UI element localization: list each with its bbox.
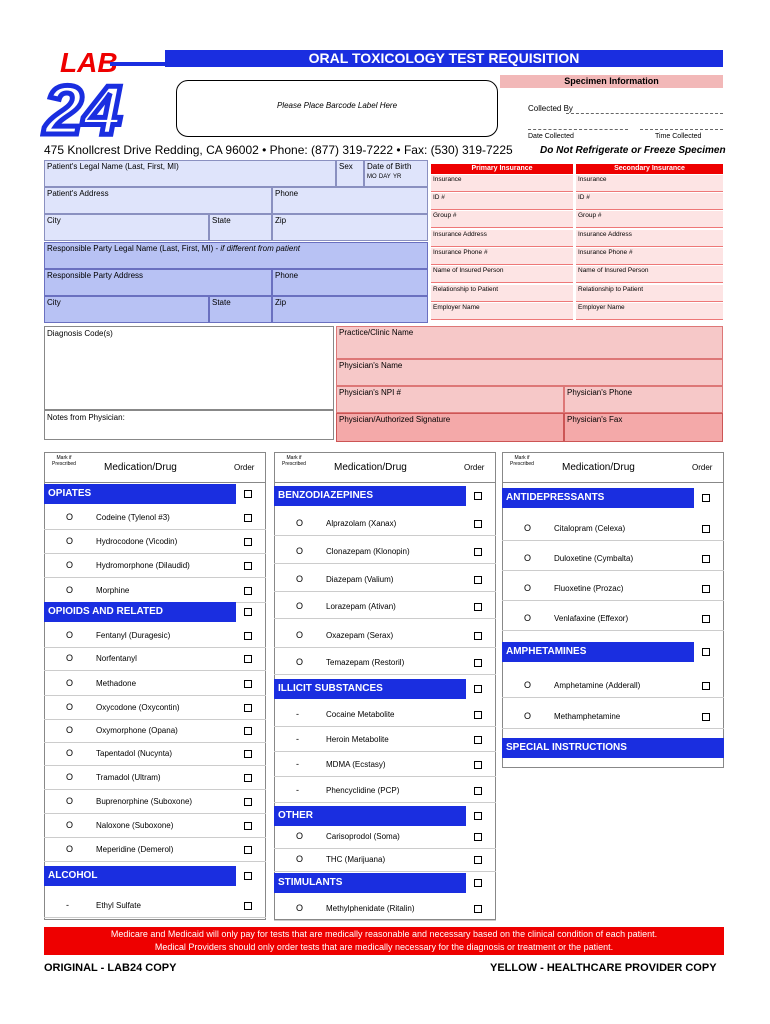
practice-name-field[interactable]: Practice/Clinic Name bbox=[336, 326, 723, 359]
primary-insurance-field-7[interactable]: Employer Name bbox=[431, 303, 573, 320]
patient-city-field[interactable]: City bbox=[44, 214, 209, 241]
collected-by-label: Collected By bbox=[528, 104, 573, 113]
benzo-item-0: Alprazolam (Xanax) bbox=[326, 519, 397, 528]
physician-fax-field[interactable]: Physician's Fax bbox=[564, 413, 723, 442]
antidep-item-3-checkbox[interactable] bbox=[702, 615, 710, 623]
alcohol-category-checkbox[interactable] bbox=[244, 872, 252, 880]
responsible-name-field[interactable]: Responsible Party Legal Name (Last, First, MI) - if different from patient bbox=[44, 242, 428, 269]
illicit-item-0-divider bbox=[274, 726, 496, 727]
benzo-item-2-mark[interactable]: O bbox=[296, 574, 304, 584]
drug-header: Medication/Drug bbox=[562, 462, 635, 473]
opioid-item-8-checkbox[interactable] bbox=[244, 822, 252, 830]
benzo-item-5-divider bbox=[274, 674, 496, 675]
illicit-item-3: Phencyclidine (PCP) bbox=[326, 786, 400, 795]
opioid-item-1-mark[interactable]: O bbox=[66, 653, 74, 663]
mark-header: Mark if Prescribed bbox=[510, 455, 534, 467]
opioid-item-9-mark[interactable]: O bbox=[66, 844, 74, 854]
opioid-item-2-checkbox[interactable] bbox=[244, 680, 252, 688]
other-item-0-mark[interactable]: O bbox=[296, 831, 304, 841]
opiates-category-checkbox[interactable] bbox=[244, 490, 252, 498]
alcohol-item-0-checkbox[interactable] bbox=[244, 902, 252, 910]
secondary-insurance-field-0[interactable]: Insurance bbox=[576, 175, 723, 192]
opioid-item-3-mark[interactable]: O bbox=[66, 702, 74, 712]
stim-item-0-checkbox[interactable] bbox=[474, 905, 482, 913]
alcohol-category: ALCOHOL bbox=[44, 866, 236, 886]
primary-insurance-header: Primary Insurance bbox=[431, 164, 573, 174]
antidep-item-3: Venlafaxine (Effexor) bbox=[554, 614, 629, 623]
secondary-insurance-field-4[interactable]: Insurance Phone # bbox=[576, 248, 723, 265]
illicit-item-2-mark[interactable]: - bbox=[296, 759, 299, 769]
benzo-item-2-checkbox[interactable] bbox=[474, 576, 482, 584]
benzo-item-5-mark[interactable]: O bbox=[296, 657, 304, 667]
opioid-item-3-checkbox[interactable] bbox=[244, 704, 252, 712]
medicare-notice: Medicare and Medicaid will only pay for tests that are medically reasonable and necessary based on the clinical condition of each patient. Medical Providers should only order tests that are medically necessary for the diagnosis or treatment or the patient. bbox=[44, 927, 724, 955]
amph-category: AMPHETAMINES bbox=[502, 642, 694, 662]
benzo-item-2-divider bbox=[274, 591, 496, 592]
primary-insurance-field-4[interactable]: Insurance Phone # bbox=[431, 248, 573, 265]
opiate-item-3-checkbox[interactable] bbox=[244, 587, 252, 595]
other-item-1-checkbox[interactable] bbox=[474, 856, 482, 864]
amph-item-0-mark[interactable]: O bbox=[524, 680, 532, 690]
illicit-category-checkbox[interactable] bbox=[474, 685, 482, 693]
date-collected-label: Date Collected bbox=[528, 133, 574, 140]
responsible-address-field[interactable]: Responsible Party Address bbox=[44, 269, 272, 296]
opioid-item-5-checkbox[interactable] bbox=[244, 750, 252, 758]
amph-item-0-divider bbox=[502, 697, 724, 698]
amph-item-1: Methamphetamine bbox=[554, 712, 621, 721]
amph-item-0: Amphetamine (Adderall) bbox=[554, 681, 641, 690]
order-header: Order bbox=[692, 463, 713, 472]
antidep-item-3-divider bbox=[502, 630, 724, 631]
stim-item-0-divider bbox=[274, 920, 496, 921]
primary-insurance-field-6[interactable]: Relationship to Patient bbox=[431, 285, 573, 302]
opioid-item-0-checkbox[interactable] bbox=[244, 632, 252, 640]
opiate-item-3-mark[interactable]: O bbox=[66, 585, 74, 595]
opioid-item-1-checkbox[interactable] bbox=[244, 655, 252, 663]
date-line[interactable] bbox=[528, 129, 628, 130]
opiate-item-1-checkbox[interactable] bbox=[244, 538, 252, 546]
secondary-insurance-field-5[interactable]: Name of Insured Person bbox=[576, 266, 723, 283]
benzo-item-3-checkbox[interactable] bbox=[474, 603, 482, 611]
illicit-item-0-mark[interactable]: - bbox=[296, 709, 299, 719]
patient-state-field[interactable]: State bbox=[209, 214, 272, 241]
physician-notes-field[interactable]: Notes from Physician: bbox=[44, 410, 334, 440]
benzo-item-5: Temazepam (Restoril) bbox=[326, 658, 405, 667]
benzo-item-1-checkbox[interactable] bbox=[474, 548, 482, 556]
secondary-insurance-field-1[interactable]: ID # bbox=[576, 193, 723, 210]
opiates-category: OPIATES bbox=[44, 484, 236, 504]
opiate-item-3: Morphine bbox=[96, 586, 130, 595]
original-copy-label: ORIGINAL - LAB24 COPY bbox=[44, 962, 177, 974]
opiate-item-0-checkbox[interactable] bbox=[244, 514, 252, 522]
opiate-item-0: Codeine (Tylenol #3) bbox=[96, 513, 170, 522]
amph-item-0-checkbox[interactable] bbox=[702, 682, 710, 690]
order-header: Order bbox=[464, 463, 485, 472]
patient-name-field[interactable]: Patient's Legal Name (Last, First, MI) bbox=[44, 160, 336, 187]
illicit-item-2-checkbox[interactable] bbox=[474, 761, 482, 769]
opioid-item-0: Fentanyl (Duragesic) bbox=[96, 631, 171, 640]
secondary-insurance-field-2[interactable]: Group # bbox=[576, 211, 723, 228]
logo-24-text: 24 bbox=[44, 71, 122, 144]
drug-header: Medication/Drug bbox=[104, 462, 177, 473]
opioid-item-0-divider bbox=[44, 647, 266, 648]
logo-lab-text: LAB bbox=[60, 47, 118, 78]
amph-item-1-checkbox[interactable] bbox=[702, 713, 710, 721]
opioid-item-6-divider bbox=[44, 789, 266, 790]
primary-insurance-field-5[interactable]: Name of Insured Person bbox=[431, 266, 573, 283]
order-header: Order bbox=[234, 463, 255, 472]
lab24-logo bbox=[40, 44, 170, 144]
opioid-item-4-mark[interactable]: O bbox=[66, 725, 74, 735]
opioids-category: OPIOIDS AND RELATED bbox=[44, 602, 236, 622]
antidep-item-0-checkbox[interactable] bbox=[702, 525, 710, 533]
opiate-item-2: Hydromorphone (Dilaudid) bbox=[96, 561, 190, 570]
opioid-item-5-mark[interactable]: O bbox=[66, 748, 74, 758]
benzo-item-3: Lorazepam (Ativan) bbox=[326, 602, 396, 611]
illicit-item-1-checkbox[interactable] bbox=[474, 736, 482, 744]
illicit-item-1-mark[interactable]: - bbox=[296, 734, 299, 744]
opioid-item-6: Tramadol (Ultram) bbox=[96, 773, 161, 782]
opioid-item-6-checkbox[interactable] bbox=[244, 774, 252, 782]
benzo-item-0-checkbox[interactable] bbox=[474, 520, 482, 528]
other-item-0-checkbox[interactable] bbox=[474, 833, 482, 841]
antidep-item-1-divider bbox=[502, 570, 724, 571]
other-category: OTHER bbox=[274, 806, 466, 826]
antidep-item-1-mark[interactable]: O bbox=[524, 553, 532, 563]
antidep-item-3-mark[interactable]: O bbox=[524, 613, 532, 623]
header-divider bbox=[274, 482, 496, 483]
amph-category-checkbox[interactable] bbox=[702, 648, 710, 656]
other-item-1-mark[interactable]: O bbox=[296, 854, 304, 864]
illicit-item-0-checkbox[interactable] bbox=[474, 711, 482, 719]
physician-name-field[interactable]: Physician's Name bbox=[336, 359, 723, 386]
other-item-1-divider bbox=[274, 871, 496, 872]
opioid-item-1: Norfentanyl bbox=[96, 654, 137, 663]
other-item-0: Carisoprodol (Soma) bbox=[326, 832, 400, 841]
refrigerate-warning: Do Not Refrigerate or Freeze Specimen bbox=[540, 145, 726, 156]
antidep-item-1: Duloxetine (Cymbalta) bbox=[554, 554, 634, 563]
antidep-item-2-divider bbox=[502, 600, 724, 601]
specimen-info-header: Specimen Information bbox=[500, 75, 723, 88]
lab-address: 475 Knollcrest Drive Redding, CA 96002 • Phone: (877) 319-7222 • Fax: (530) 319-7225 bbox=[44, 143, 513, 157]
antidep-item-2-mark[interactable]: O bbox=[524, 583, 532, 593]
benzo-item-3-mark[interactable]: O bbox=[296, 601, 304, 611]
opiate-item-0-divider bbox=[44, 529, 266, 530]
alcohol-item-0-divider bbox=[44, 917, 266, 918]
opioid-item-3: Oxycodone (Oxycontin) bbox=[96, 703, 180, 712]
time-collected-label: Time Collected bbox=[655, 133, 702, 140]
benzo-item-1-mark[interactable]: O bbox=[296, 546, 304, 556]
opioid-item-5-divider bbox=[44, 765, 266, 766]
signature-field[interactable]: Physician/Authorized Signature bbox=[336, 413, 564, 442]
antidep-item-0-mark[interactable]: O bbox=[524, 523, 532, 533]
barcode-area: Please Place Barcode Label Here bbox=[176, 80, 498, 137]
opioid-item-3-divider bbox=[44, 719, 266, 720]
opioid-item-4-divider bbox=[44, 742, 266, 743]
stim-item-0-mark[interactable]: O bbox=[296, 903, 304, 913]
antidep-category-checkbox[interactable] bbox=[702, 494, 710, 502]
patient-zip-field[interactable]: Zip bbox=[272, 214, 428, 241]
secondary-insurance-header: Secondary Insurance bbox=[576, 164, 723, 174]
mark-header: Mark if Prescribed bbox=[52, 455, 76, 467]
primary-insurance-field-1[interactable]: ID # bbox=[431, 193, 573, 210]
alcohol-item-0: Ethyl Sulfate bbox=[96, 901, 141, 910]
opioid-item-2-divider bbox=[44, 695, 266, 696]
other-category-checkbox[interactable] bbox=[474, 812, 482, 820]
opioid-item-7: Buprenorphine (Suboxone) bbox=[96, 797, 193, 806]
responsible-zip-field[interactable]: Zip bbox=[272, 296, 428, 323]
benzo-item-3-divider bbox=[274, 618, 496, 619]
stimulants-category: STIMULANTS bbox=[274, 873, 466, 893]
opiate-item-1: Hydrocodone (Vicodin) bbox=[96, 537, 178, 546]
opiate-item-2-mark[interactable]: O bbox=[66, 560, 74, 570]
secondary-insurance-field-7[interactable]: Employer Name bbox=[576, 303, 723, 320]
opioid-item-7-mark[interactable]: O bbox=[66, 796, 74, 806]
illicit-item-3-divider bbox=[274, 802, 496, 803]
opioid-item-2-mark[interactable]: O bbox=[66, 678, 74, 688]
form-title: ORAL TOXICOLOGY TEST REQUISITION bbox=[165, 50, 723, 67]
benzo-item-1-divider bbox=[274, 563, 496, 564]
illicit-item-2-divider bbox=[274, 776, 496, 777]
secondary-insurance-field-3[interactable]: Insurance Address bbox=[576, 230, 723, 247]
yellow-copy-label: YELLOW - HEALTHCARE PROVIDER COPY bbox=[490, 962, 717, 974]
illicit-item-1-divider bbox=[274, 751, 496, 752]
opioid-item-4-checkbox[interactable] bbox=[244, 727, 252, 735]
opiate-item-1-divider bbox=[44, 553, 266, 554]
time-line[interactable] bbox=[640, 129, 723, 130]
antidep-item-0: Citalopram (Celexa) bbox=[554, 524, 626, 533]
benzo-item-1: Clonazepam (Klonopin) bbox=[326, 547, 410, 556]
responsible-city-field[interactable]: City bbox=[44, 296, 209, 323]
collected-by-line[interactable] bbox=[566, 113, 723, 114]
opioid-item-9: Meperidine (Demerol) bbox=[96, 845, 174, 854]
benzo-item-4-mark[interactable]: O bbox=[296, 630, 304, 640]
benzo-item-2: Diazepam (Valium) bbox=[326, 575, 394, 584]
responsible-phone-field[interactable]: Phone bbox=[272, 269, 428, 296]
opiate-item-2-divider bbox=[44, 577, 266, 578]
opioid-item-5: Tapentadol (Nucynta) bbox=[96, 749, 173, 758]
opioid-item-6-mark[interactable]: O bbox=[66, 772, 74, 782]
opioid-item-7-checkbox[interactable] bbox=[244, 798, 252, 806]
header-divider bbox=[502, 482, 724, 483]
benzo-category-checkbox[interactable] bbox=[474, 492, 482, 500]
benzo-category: BENZODIAZEPINES bbox=[274, 486, 466, 506]
special-instructions-field[interactable] bbox=[502, 758, 724, 768]
amph-item-1-divider bbox=[502, 728, 724, 729]
illicit-category: ILLICIT SUBSTANCES bbox=[274, 679, 466, 699]
opiate-item-1-mark[interactable]: O bbox=[66, 536, 74, 546]
opioid-item-8-divider bbox=[44, 837, 266, 838]
primary-insurance-field-0[interactable]: Insurance bbox=[431, 175, 573, 192]
benzo-item-0-mark[interactable]: O bbox=[296, 518, 304, 528]
opioid-item-9-divider bbox=[44, 861, 266, 862]
responsible-state-field[interactable]: State bbox=[209, 296, 272, 323]
other-item-0-divider bbox=[274, 848, 496, 849]
antidep-item-2: Fluoxetine (Prozac) bbox=[554, 584, 624, 593]
stimulants-category-checkbox[interactable] bbox=[474, 879, 482, 887]
illicit-item-3-mark[interactable]: - bbox=[296, 785, 299, 795]
stim-item-0: Methylphenidate (Ritalin) bbox=[326, 904, 415, 913]
alcohol-item-0-mark[interactable]: - bbox=[66, 900, 69, 910]
physician-phone-field[interactable]: Physician's Phone bbox=[564, 386, 723, 413]
physician-npi-field[interactable]: Physician's NPI # bbox=[336, 386, 564, 413]
benzo-item-4: Oxazepam (Serax) bbox=[326, 631, 394, 640]
antidep-item-2-checkbox[interactable] bbox=[702, 585, 710, 593]
other-item-1: THC (Marijuana) bbox=[326, 855, 386, 864]
special-instructions-header: SPECIAL INSTRUCTIONS bbox=[502, 738, 724, 758]
drug-header: Medication/Drug bbox=[334, 462, 407, 473]
benzo-item-5-checkbox[interactable] bbox=[474, 659, 482, 667]
header-divider bbox=[44, 482, 266, 483]
opioid-item-9-checkbox[interactable] bbox=[244, 846, 252, 854]
amph-item-1-mark[interactable]: O bbox=[524, 711, 532, 721]
antidep-item-0-divider bbox=[502, 540, 724, 541]
opioids-category-checkbox[interactable] bbox=[244, 608, 252, 616]
antidep-item-1-checkbox[interactable] bbox=[702, 555, 710, 563]
patient-address-field[interactable]: Patient's Address bbox=[44, 187, 272, 214]
opioid-item-0-mark[interactable]: O bbox=[66, 630, 74, 640]
opiate-item-0-mark[interactable]: O bbox=[66, 512, 74, 522]
patient-phone-field[interactable]: Phone bbox=[272, 187, 428, 214]
antidep-category: ANTIDEPRESSANTS bbox=[502, 488, 694, 508]
benzo-item-4-checkbox[interactable] bbox=[474, 632, 482, 640]
opioid-item-7-divider bbox=[44, 813, 266, 814]
mark-header: Mark if Prescribed bbox=[282, 455, 306, 467]
primary-insurance-field-3[interactable]: Insurance Address bbox=[431, 230, 573, 247]
benzo-item-0-divider bbox=[274, 535, 496, 536]
opioid-item-8-mark[interactable]: O bbox=[66, 820, 74, 830]
sex-field[interactable]: Sex bbox=[336, 160, 364, 187]
opioid-item-1-divider bbox=[44, 670, 266, 671]
diagnosis-codes-field[interactable]: Diagnosis Code(s) bbox=[44, 326, 334, 410]
opiate-item-2-checkbox[interactable] bbox=[244, 562, 252, 570]
opioid-item-8: Naloxone (Suboxone) bbox=[96, 821, 174, 830]
illicit-item-3-checkbox[interactable] bbox=[474, 787, 482, 795]
benzo-item-4-divider bbox=[274, 647, 496, 648]
opioid-item-2: Methadone bbox=[96, 679, 137, 688]
primary-insurance-field-2[interactable]: Group # bbox=[431, 211, 573, 228]
illicit-item-1: Heroin Metabolite bbox=[326, 735, 389, 744]
opioid-item-4: Oxymorphone (Opana) bbox=[96, 726, 178, 735]
secondary-insurance-field-6[interactable]: Relationship to Patient bbox=[576, 285, 723, 302]
illicit-item-0: Cocaine Metabolite bbox=[326, 710, 395, 719]
dob-field[interactable]: Date of Birth MO DAY YR bbox=[364, 160, 428, 187]
illicit-item-2: MDMA (Ecstasy) bbox=[326, 760, 386, 769]
